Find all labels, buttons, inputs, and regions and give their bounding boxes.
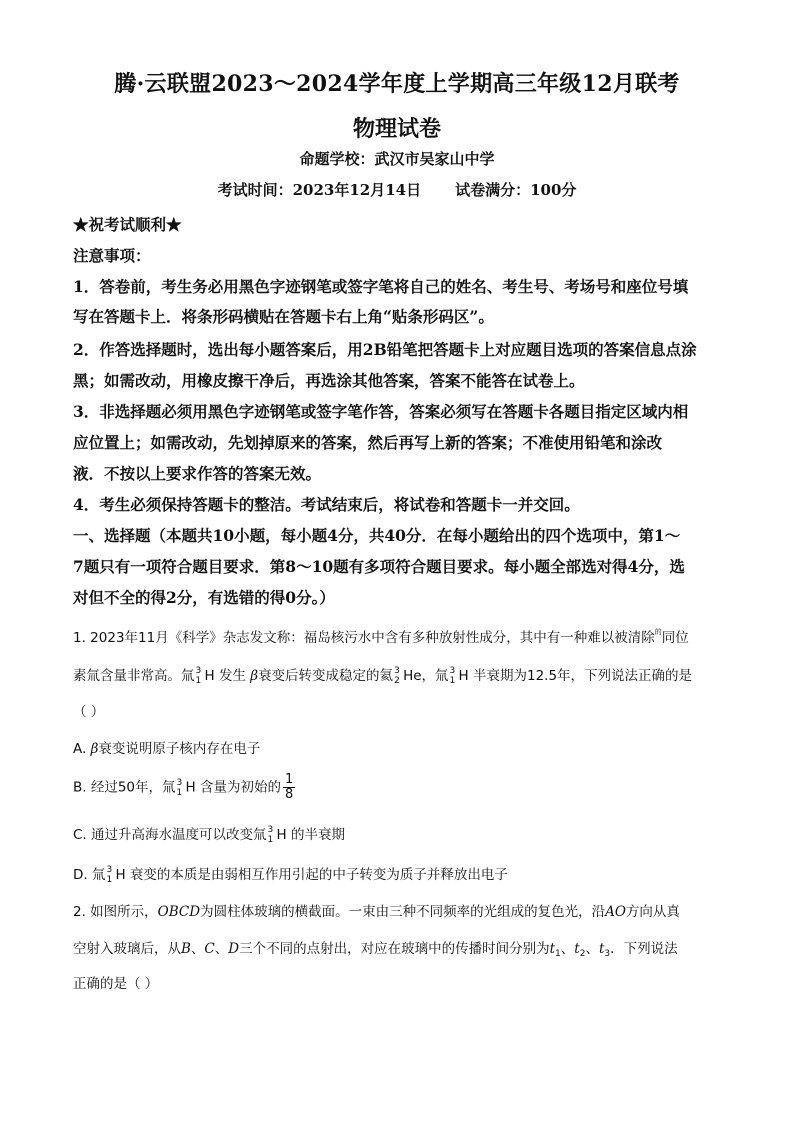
q2-stem-line-2: 空射入玻璃后，从B、C、D三个不同的点射出，对应在玻璃中的传播时间分别为$t_1$、$t_2$、$t_3$．下列说法	[73, 941, 678, 959]
wish-line: ★祝考试顺利★	[73, 215, 182, 234]
tritium-isotope: 3 1	[176, 777, 183, 798]
notice-line: 液．不按以上要求作答的答案无效。	[73, 464, 322, 483]
q1-stem-line-2: 素氚含量非常高。氚 3 1 H 发生 β衰变后转变成稳定的氦 3 2 He，氚 3 1 H 半衰期为12.5年，下列说法正确的是	[73, 666, 693, 686]
notice-line: 黑；如需改动，用橡皮擦干净后，再选涂其他答案，答案不能答在试卷上。	[73, 371, 585, 390]
tritium-isotope: 3 1	[267, 825, 274, 845]
q2-stem-line-3: 正确的是（ ）	[73, 976, 159, 992]
section-header-line: 对但不全的得2分，有选错的得0分。）	[73, 588, 335, 607]
notice-line: 写在答题卡上．将条形码横贴在答题卡右上角“贴条形码区”。	[73, 307, 494, 326]
q1-answer-paren: （ ）	[73, 704, 105, 720]
school-line: 命题学校：武汉市吴家山中学	[299, 150, 495, 168]
fraction-one-eighth: $\frac{1}{8}$	[284, 772, 294, 802]
q1-stem-line-1: 1. 2023年11月《科学》杂志发文称：福岛核污水中含有多种放射性成分，其中有一种难以被清除$^的$同位	[73, 628, 689, 646]
notice-title: 注意事项：	[73, 246, 151, 265]
section-header-line: 一、选择题（本题共10小题，每小题4分，共40分．在每小题给出的四个选项中，第1～	[73, 526, 681, 545]
notice-line: 3．非选择题必须用黑色字迹钢笔或签字笔作答，答案必须写在答题卡各题目指定区域内相	[73, 402, 689, 421]
q1-option-a: A. β衰变说明原子核内存在电子	[73, 741, 261, 757]
section-header-line: 7题只有一项符合题目要求．第8～10题有多项符合题目要求。每小题全部选对得4分，选	[73, 557, 685, 576]
helium-isotope: 3 2	[394, 666, 400, 686]
notice-line: 2．作答选择题时，选出每小题答案后，用2B铅笔把答题卡上对应题目选项的答案信息点涂	[73, 340, 697, 359]
q2-stem-line-1: 2. 如图所示，OBCD为圆柱体玻璃的横截面。一束由三种不同频率的光组成的复色光，沿AO方向从真	[73, 904, 680, 920]
q1-option-c: C. 通过升高海水温度可以改变氚 3 1 H 的半衰期	[73, 825, 345, 845]
exam-title: 腾·云联盟2023～2024学年度上学期高三年级12月联考	[114, 71, 680, 97]
notice-line: 4．考生必须保持答题卡的整洁。考试结束后，将试卷和答题卡一并交回。	[73, 495, 580, 514]
full-score: 试卷满分：100分	[455, 181, 577, 199]
q1-option-b: B. 经过50年，氚 3 1 H 含量为初始的 $\frac{1}{8}$	[73, 772, 294, 802]
exam-info-line	[0, 179, 794, 200]
tritium-isotope: 3 1	[449, 666, 456, 686]
notice-line: 1．答卷前，考生务必用黑色字迹钢笔或签字笔将自己的姓名、考生号、考场号和座位号填	[73, 277, 689, 296]
tritium-isotope: 3 1	[106, 865, 113, 885]
q1-option-d: D. 氚 3 1 H 衰变的本质是由弱相互作用引起的中子转变为质子并释放出电子	[73, 865, 508, 885]
notice-line: 应位置上；如需改动，先划掉原来的答案，然后再写上新的答案；不准使用铅笔和涂改	[73, 433, 663, 452]
tritium-isotope: 3 1	[195, 666, 202, 686]
subject-title: 物理试卷	[352, 116, 441, 142]
exam-time: 考试时间：2023年12月14日	[217, 181, 422, 199]
